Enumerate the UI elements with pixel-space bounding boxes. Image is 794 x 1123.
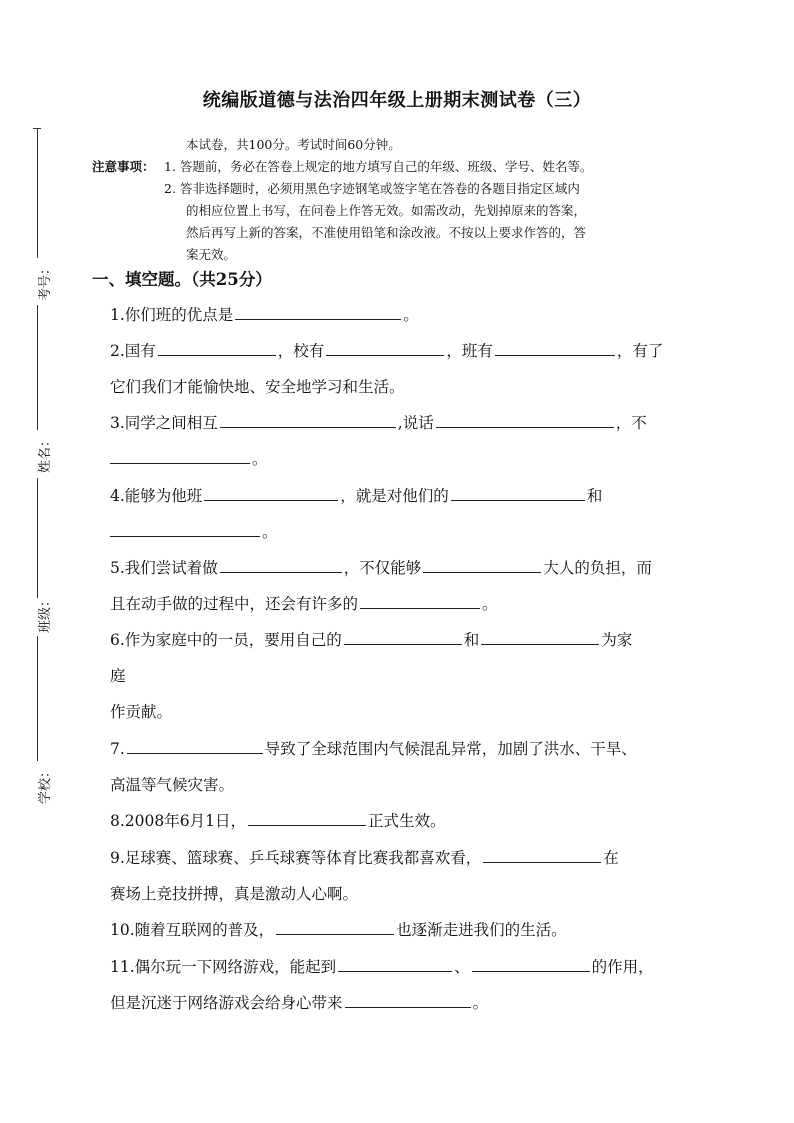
question-text: 4.能够为他班 [110, 487, 203, 505]
answer-blank[interactable] [204, 484, 338, 501]
answer-blank[interactable] [110, 520, 260, 537]
answer-blank[interactable] [472, 955, 590, 972]
question-5 [110, 556, 652, 578]
question-text: 大人的负担，而 [543, 559, 652, 577]
question-text: 9.足球赛、篮球赛、乒乓球赛等体育比赛我都喜欢看， [110, 849, 482, 867]
question-9 [110, 846, 619, 868]
question-text: 但是沉迷于网络游戏会给身心带来 [110, 994, 343, 1012]
notice-item-2-line-4: 案无效。 [186, 247, 237, 262]
name-line [37, 478, 38, 598]
question-text: 5.我们尝试着做 [110, 559, 218, 577]
answer-blank[interactable] [451, 484, 585, 501]
question-5-continued [110, 592, 498, 614]
question-text: 11.偶尔玩一下网络游戏，能起到 [110, 958, 337, 976]
answer-blank[interactable] [220, 411, 396, 428]
question-11 [110, 955, 654, 977]
notice-item-2-line-1: 2. 答非选择题时，必须用黑色字迹钢笔或签字笔在答卷的各题目指定区域内 [164, 181, 580, 196]
answer-blank[interactable] [495, 339, 615, 356]
binding-line [37, 128, 38, 258]
question-text: 6.作为家庭中的一员，要用自己的 [110, 631, 342, 649]
question-text: 为家 [601, 631, 633, 649]
exam-number-label: 考号： [38, 261, 54, 302]
answer-blank[interactable] [436, 411, 614, 428]
answer-blank[interactable] [158, 339, 276, 356]
notice-item-2-line-3: 然后再写上新的答案，不准使用铅笔和涂改液。不按以上要求作答的，答 [186, 225, 587, 240]
answer-blank[interactable] [344, 628, 462, 645]
answer-blank[interactable] [220, 556, 342, 573]
question-text: 正式生效。 [367, 812, 446, 830]
question-text: 3.同学之间相互 [110, 414, 218, 432]
section-heading-fill-in: 一、填空题。（共25分） [92, 270, 272, 289]
exam-intro: 本试卷，共100分。考试时间60分钟。 [186, 137, 401, 152]
answer-blank[interactable] [360, 592, 480, 609]
question-text: 10.随着互联网的普及， [110, 921, 275, 939]
answer-blank[interactable] [423, 556, 541, 573]
question-text: ，班有 [446, 342, 493, 360]
question-text: 导致了全球范围内气候混乱异常，加剧了洪水、干旱、 [264, 740, 637, 758]
answer-blank[interactable] [235, 303, 401, 320]
question-text: 1.你们班的优点是 [110, 306, 234, 324]
question-9-continued: 赛场上竞技拼搏，真是激动人心啊。 [110, 885, 359, 903]
page-title: 统编版道德与法治四年级上册期末测试卷（三） [202, 90, 592, 111]
question-text: 在 [603, 849, 619, 867]
question-6-continued: 庭 [110, 667, 126, 685]
question-text: ，不仅能够 [343, 559, 422, 577]
question-7-continued: 高温等气候灾害。 [110, 776, 235, 794]
answer-blank[interactable] [481, 628, 599, 645]
name-label: 姓名： [38, 433, 54, 474]
notice-item-1: 1. 答题前，务必在答卷上规定的地方填写自己的年级、班级、学号、姓名等。 [164, 159, 593, 174]
question-text: 、 [454, 958, 470, 976]
question-4 [110, 484, 602, 506]
question-text: 8.2008年6月1日， [110, 812, 246, 830]
question-text: ，校有 [277, 342, 325, 360]
question-6 [110, 628, 632, 650]
question-text: 。 [262, 523, 278, 541]
question-text: 和 [586, 487, 603, 505]
notice-item-2-line-2: 的相应位置上书写，在问卷上作答无效。如需改动，先划掉原来的答案， [186, 203, 587, 218]
question-text: 。 [472, 994, 489, 1012]
question-text: 。 [482, 595, 498, 613]
answer-blank[interactable] [127, 737, 263, 754]
question-8 [110, 809, 445, 831]
question-6-continued: 作贡献。 [110, 703, 173, 721]
question-text: 。 [403, 306, 419, 324]
exam-number-line [37, 305, 38, 430]
question-3-continued [110, 447, 268, 469]
school-label: 学校： [38, 764, 54, 805]
question-text: 2.国有 [110, 342, 156, 360]
answer-blank[interactable] [326, 339, 444, 356]
question-2 [110, 339, 663, 361]
notice-label: 注意事项： [92, 159, 155, 174]
question-text: 和 [463, 631, 480, 649]
answer-blank[interactable] [483, 846, 601, 863]
question-text: ，不 [615, 414, 647, 432]
answer-blank[interactable] [345, 991, 471, 1008]
class-line [37, 636, 38, 761]
answer-blank[interactable] [248, 809, 366, 826]
answer-blank[interactable] [110, 447, 250, 464]
question-11-continued [110, 991, 488, 1013]
question-7 [110, 737, 637, 759]
question-2-continued: 它们我们才能愉快地、安全地学习和生活。 [110, 378, 405, 396]
question-text: 7. [110, 740, 125, 758]
question-10 [110, 918, 567, 940]
question-text: 也逐渐走进我们的生活。 [396, 921, 567, 939]
question-1 [110, 303, 419, 325]
question-3 [110, 411, 647, 433]
answer-blank[interactable] [338, 955, 452, 972]
question-text: 的作用， [591, 958, 654, 976]
answer-blank[interactable] [276, 918, 394, 935]
question-4-continued [110, 520, 278, 542]
question-text: 且在动手做的过程中，还会有许多的 [110, 595, 359, 613]
question-text: 。 [252, 450, 268, 468]
question-text: ，有了 [616, 342, 664, 360]
question-text: ，就是对他们的 [340, 487, 449, 505]
class-label: 班级： [38, 593, 54, 634]
question-text: ,说话 [397, 414, 434, 432]
